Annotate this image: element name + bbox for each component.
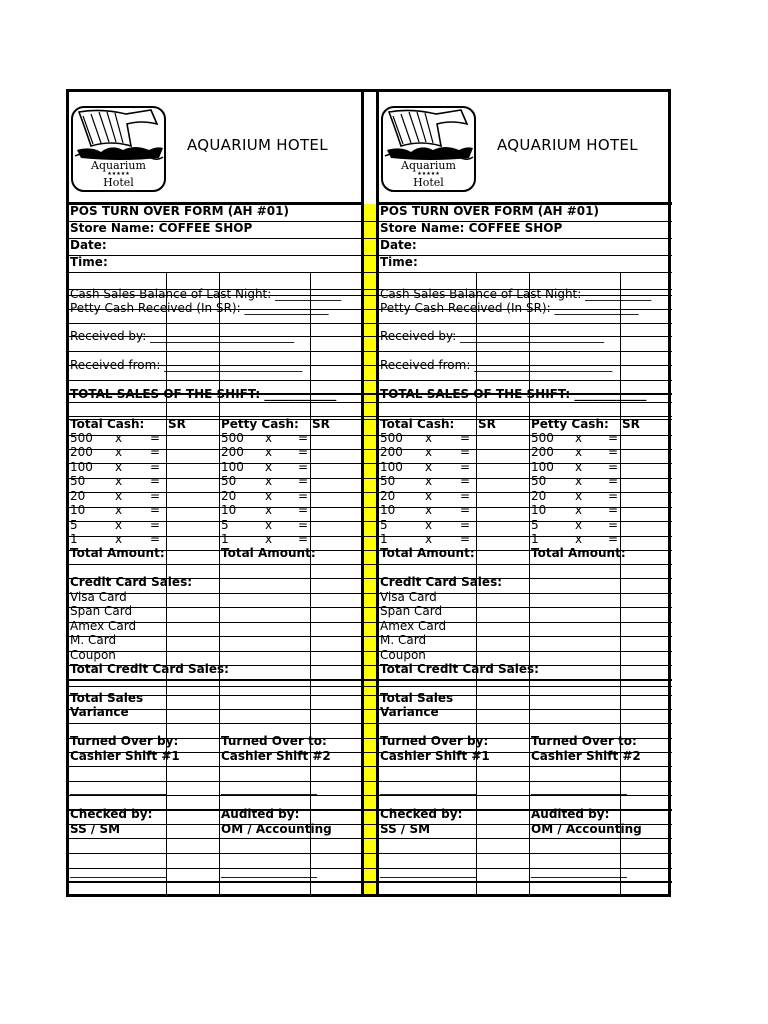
x-label: x <box>425 532 433 546</box>
gutter-row-border <box>364 380 376 381</box>
petty-cash-received-label: Petty Cash Received (In SR): ______________ <box>70 301 329 315</box>
x-label: x <box>575 445 583 459</box>
eq-label: = <box>298 489 309 503</box>
denom-denominations-label: 50 <box>221 474 237 488</box>
row-border <box>69 323 362 324</box>
card-cards-label: Amex Card <box>380 619 447 633</box>
row-border <box>379 521 672 522</box>
x-label: x <box>115 460 123 474</box>
denom-denominations-label: 50 <box>380 474 396 488</box>
total-sales-shift-label: TOTAL SALES OF THE SHIFT: ____________ <box>380 387 647 401</box>
denom-denominations-label: 200 <box>380 445 403 459</box>
card-cards-label: M. Card <box>380 633 427 647</box>
eq-label: = <box>460 431 471 445</box>
row-border <box>69 679 362 681</box>
denom-denominations-label: 200 <box>221 445 244 459</box>
x-label: x <box>425 489 433 503</box>
turned-over-by-label: Turned Over by: <box>70 734 179 748</box>
sr-label: SR <box>312 417 330 431</box>
logo-text-hotel: Hotel <box>103 176 134 189</box>
denom-denominations-label: 20 <box>380 489 396 503</box>
cashier-shift-2-label: Cashier Shift #2 <box>221 749 331 763</box>
sr-label: SR <box>478 417 496 431</box>
eq-label: = <box>608 445 619 459</box>
row-border <box>379 463 672 464</box>
signature-line-label: ________________ <box>380 864 476 878</box>
row-border <box>379 255 672 256</box>
gutter-row-border <box>364 521 376 522</box>
column-border <box>310 272 311 894</box>
petty-cash-received-label: Petty Cash Received (In SR): ______________ <box>380 301 639 315</box>
eq-label: = <box>298 460 309 474</box>
gutter-row-border <box>364 351 376 352</box>
logo-text-hotel: Hotel <box>413 176 444 189</box>
gutter-row-border <box>364 679 376 681</box>
gutter-row-border <box>364 578 376 579</box>
x-label: x <box>115 474 123 488</box>
x-label: x <box>425 503 433 517</box>
x-label: x <box>265 489 273 503</box>
right-form-copy <box>379 92 672 894</box>
row-border <box>69 492 362 493</box>
gutter-row-border <box>364 309 376 310</box>
denom-denominations-label: 50 <box>531 474 547 488</box>
cashier-shift-2-label: Cashier Shift #2 <box>531 749 641 763</box>
denom-denominations-label: 10 <box>531 503 547 517</box>
x-label: x <box>575 431 583 445</box>
gutter-row-border <box>364 492 376 493</box>
gutter-row-border <box>364 416 376 417</box>
date-label: Date: <box>70 238 107 252</box>
sr-label: SR <box>168 417 186 431</box>
eq-label: = <box>150 518 161 532</box>
x-label: x <box>115 518 123 532</box>
eq-label: = <box>608 532 619 546</box>
gutter-row-border <box>364 402 376 403</box>
eq-label: = <box>460 445 471 459</box>
eq-label: = <box>460 532 471 546</box>
om-accounting-label: OM / Accounting <box>531 822 642 836</box>
row-border <box>379 838 672 839</box>
denom-denominations-label: 20 <box>70 489 86 503</box>
gutter-row-border <box>364 507 376 508</box>
eq-label: = <box>150 431 161 445</box>
eq-label: = <box>298 474 309 488</box>
eq-label: = <box>298 445 309 459</box>
row-border <box>379 272 672 273</box>
denom-denominations-label: 1 <box>221 532 229 546</box>
audited-by-label: Audited by: <box>221 807 300 821</box>
petty-cash-label: Petty Cash: <box>531 417 609 431</box>
form-header <box>379 92 672 204</box>
row-border <box>379 536 672 537</box>
x-label: x <box>425 431 433 445</box>
gutter-row-border <box>364 686 376 687</box>
card-cards-label: Span Card <box>70 604 133 618</box>
gutter-row-border <box>364 564 376 565</box>
row-border <box>379 449 672 450</box>
x-label: x <box>575 460 583 474</box>
date-label: Date: <box>380 238 417 252</box>
logo-text-aquarium: Aquarium <box>91 159 146 172</box>
x-label: x <box>425 518 433 532</box>
x-label: x <box>265 474 273 488</box>
denom-denominations-label: 10 <box>70 503 86 517</box>
row-border <box>69 881 362 883</box>
gutter-row-border <box>364 766 376 767</box>
row-border <box>69 838 362 839</box>
x-label: x <box>265 445 273 459</box>
total-sales-label: Total Sales <box>380 691 454 705</box>
gutter-row-border <box>364 449 376 450</box>
eq-label: = <box>150 460 161 474</box>
x-label: x <box>115 503 123 517</box>
row-border <box>69 686 362 687</box>
eq-label: = <box>608 460 619 474</box>
gutter-row-border <box>364 336 376 337</box>
row-border <box>69 463 362 464</box>
eq-label: = <box>608 489 619 503</box>
denom-denominations-label: 5 <box>380 518 388 532</box>
row-border <box>69 380 362 381</box>
signature-line-label: ________________ <box>221 864 317 878</box>
time-label: Time: <box>70 255 108 269</box>
gutter-row-border <box>364 723 376 724</box>
gutter-row-border <box>364 622 376 623</box>
variance-label: Variance <box>70 705 129 719</box>
x-label: x <box>575 518 583 532</box>
gutter-row-border <box>364 272 376 273</box>
row-border <box>379 507 672 508</box>
card-cards-label: Visa Card <box>380 590 437 604</box>
denom-denominations-label: 5 <box>531 518 539 532</box>
cashier-shift-1-label: Cashier Shift #1 <box>70 749 180 763</box>
title-label: POS TURN OVER FORM (AH #01) <box>380 204 599 218</box>
eq-label: = <box>460 503 471 517</box>
hotel-title: AQUARIUM HOTEL <box>187 136 328 154</box>
x-label: x <box>115 431 123 445</box>
card-cards-label: Coupon <box>380 648 426 662</box>
gutter-row-border <box>364 709 376 710</box>
row-border <box>69 449 362 450</box>
total-credit-card-sales-label: Total Credit Card Sales: <box>70 662 229 676</box>
total-amount-label: Total Amount: <box>531 546 626 560</box>
logo-stars: ★★★★★ <box>107 171 130 177</box>
row-border <box>69 478 362 479</box>
gutter-row-border <box>364 607 376 608</box>
signature-line-label: ________________ <box>70 781 166 795</box>
audited-by-label: Audited by: <box>531 807 610 821</box>
x-label: x <box>575 503 583 517</box>
turned-over-by-label: Turned Over by: <box>380 734 489 748</box>
gutter-row-border <box>364 695 376 696</box>
x-label: x <box>265 460 273 474</box>
denom-denominations-label: 500 <box>221 431 244 445</box>
turnover-form-sheet <box>66 89 671 897</box>
denom-denominations-label: 500 <box>70 431 93 445</box>
row-border <box>379 564 672 565</box>
logo-stars: ★★★★★ <box>417 171 440 177</box>
signature-line-label: ________________ <box>221 781 317 795</box>
eq-label: = <box>298 532 309 546</box>
hotel-logo <box>381 106 476 192</box>
total-cash-label: Total Cash: <box>380 417 455 431</box>
card-cards-label: Span Card <box>380 604 443 618</box>
signature-line-label: ________________ <box>531 781 627 795</box>
denom-denominations-label: 10 <box>221 503 237 517</box>
total-credit-card-sales-label: Total Credit Card Sales: <box>380 662 539 676</box>
eq-label: = <box>150 489 161 503</box>
logo-text-aquarium: Aquarium <box>401 159 456 172</box>
x-label: x <box>575 474 583 488</box>
eq-label: = <box>298 431 309 445</box>
left-form-copy <box>69 92 362 894</box>
row-border <box>69 766 362 767</box>
x-label: x <box>575 532 583 546</box>
eq-label: = <box>150 474 161 488</box>
store-label: Store Name: COFFEE SHOP <box>380 221 563 235</box>
denom-denominations-label: 100 <box>221 460 244 474</box>
eq-label: = <box>150 503 161 517</box>
gutter-row-border <box>364 868 376 869</box>
denom-denominations-label: 200 <box>70 445 93 459</box>
denom-denominations-label: 1 <box>531 532 539 546</box>
signature-line-label: ________________ <box>70 864 166 878</box>
gutter-row-border <box>364 838 376 839</box>
gutter-row-border <box>364 419 376 420</box>
store-label: Store Name: COFFEE SHOP <box>70 221 253 235</box>
gutter-row-border <box>364 738 376 739</box>
received-from-label: Received from: _______________________ <box>380 358 613 372</box>
checked-by-label: Checked by: <box>380 807 463 821</box>
x-label: x <box>265 532 273 546</box>
total-amount-label: Total Amount: <box>380 546 475 560</box>
variance-label: Variance <box>380 705 439 719</box>
row-border <box>379 686 672 687</box>
cash-sales-balance-label: Cash Sales Balance of Last Night: ___________ <box>70 287 342 301</box>
gutter-row-border <box>364 636 376 637</box>
eq-label: = <box>460 489 471 503</box>
row-border <box>379 679 672 681</box>
petty-cash-label: Petty Cash: <box>221 417 299 431</box>
hotel-title: AQUARIUM HOTEL <box>497 136 638 154</box>
gutter-row-border <box>364 809 376 811</box>
gutter-row-border <box>364 289 376 290</box>
x-label: x <box>115 489 123 503</box>
x-label: x <box>425 474 433 488</box>
x-label: x <box>425 460 433 474</box>
denom-denominations-label: 20 <box>531 489 547 503</box>
card-cards-label: Coupon <box>70 648 116 662</box>
denom-denominations-label: 1 <box>70 532 78 546</box>
row-border <box>69 238 362 239</box>
x-label: x <box>115 445 123 459</box>
total-sales-shift-label: TOTAL SALES OF THE SHIFT: ____________ <box>70 387 337 401</box>
turned-over-to-label: Turned Over to: <box>531 734 637 748</box>
total-amount-label: Total Amount: <box>221 546 316 560</box>
column-border <box>620 272 621 894</box>
eq-label: = <box>460 474 471 488</box>
row-border <box>379 795 672 796</box>
gutter-row-border <box>364 593 376 594</box>
row-border <box>69 402 362 403</box>
received-by-label: Received by: ________________________ <box>380 329 605 343</box>
gutter-row-border <box>364 752 376 753</box>
row-border <box>69 795 362 796</box>
column-gutter <box>361 92 379 894</box>
yellow-separator-fill <box>364 204 376 894</box>
row-border <box>69 521 362 522</box>
x-label: x <box>575 489 583 503</box>
denom-denominations-label: 20 <box>221 489 237 503</box>
row-border <box>379 853 672 854</box>
row-border <box>379 402 672 403</box>
x-label: x <box>425 445 433 459</box>
credit-card-sales-label: Credit Card Sales: <box>70 575 193 589</box>
row-border <box>69 536 362 537</box>
row-border <box>379 351 672 352</box>
gutter-row-border <box>364 478 376 479</box>
gutter-row-border <box>364 665 376 666</box>
gutter-row-border <box>364 393 376 395</box>
row-border <box>69 351 362 352</box>
ss-sm-label: SS / SM <box>70 822 121 836</box>
card-cards-label: Visa Card <box>70 590 127 604</box>
x-label: x <box>265 503 273 517</box>
eq-label: = <box>460 460 471 474</box>
denom-denominations-label: 1 <box>380 532 388 546</box>
gutter-row-border <box>364 853 376 854</box>
denom-denominations-label: 5 <box>70 518 78 532</box>
eq-label: = <box>298 518 309 532</box>
gutter-row-border <box>364 536 376 537</box>
row-border <box>379 723 672 724</box>
cash-sales-balance-label: Cash Sales Balance of Last Night: ___________ <box>380 287 652 301</box>
row-border <box>379 478 672 479</box>
row-border <box>69 507 362 508</box>
gutter-row-border <box>364 255 376 256</box>
eq-label: = <box>608 474 619 488</box>
eq-label: = <box>608 518 619 532</box>
row-border <box>379 238 672 239</box>
x-label: x <box>265 431 273 445</box>
gutter-row-border <box>364 795 376 796</box>
turned-over-to-label: Turned Over to: <box>221 734 327 748</box>
denom-denominations-label: 200 <box>531 445 554 459</box>
gutter-row-border <box>364 221 376 222</box>
gutter-row-border <box>364 550 376 551</box>
gutter-row-border <box>364 295 376 296</box>
row-border <box>379 435 672 436</box>
row-border <box>69 853 362 854</box>
row-border <box>379 766 672 767</box>
signature-line-label: ________________ <box>380 781 476 795</box>
form-header <box>69 92 362 204</box>
gutter-row-border <box>364 463 376 464</box>
gutter-row-border <box>364 824 376 825</box>
denom-denominations-label: 500 <box>380 431 403 445</box>
row-border <box>69 255 362 256</box>
credit-card-sales-label: Credit Card Sales: <box>380 575 503 589</box>
x-label: x <box>265 518 273 532</box>
denom-denominations-label: 10 <box>380 503 396 517</box>
row-border <box>379 323 672 324</box>
eq-label: = <box>460 518 471 532</box>
received-from-label: Received from: _______________________ <box>70 358 303 372</box>
sr-label: SR <box>622 417 640 431</box>
gutter-row-border <box>364 435 376 436</box>
total-cash-label: Total Cash: <box>70 417 145 431</box>
cashier-shift-1-label: Cashier Shift #1 <box>380 749 490 763</box>
total-amount-label: Total Amount: <box>70 546 165 560</box>
denom-denominations-label: 100 <box>531 460 554 474</box>
total-sales-label: Total Sales <box>70 691 144 705</box>
ss-sm-label: SS / SM <box>380 822 431 836</box>
gutter-row-border <box>364 365 376 366</box>
eq-label: = <box>150 532 161 546</box>
row-border <box>379 380 672 381</box>
row-border <box>379 492 672 493</box>
time-label: Time: <box>380 255 418 269</box>
hotel-logo <box>71 106 166 192</box>
gutter-row-border <box>364 238 376 239</box>
card-cards-label: M. Card <box>70 633 117 647</box>
gutter-row-border <box>364 651 376 652</box>
denom-denominations-label: 500 <box>531 431 554 445</box>
gutter-row-border <box>364 781 376 782</box>
denom-denominations-label: 100 <box>70 460 93 474</box>
row-border <box>69 723 362 724</box>
denom-denominations-label: 100 <box>380 460 403 474</box>
eq-label: = <box>608 431 619 445</box>
eq-label: = <box>150 445 161 459</box>
checked-by-label: Checked by: <box>70 807 153 821</box>
row-border <box>379 881 672 883</box>
received-by-label: Received by: ________________________ <box>70 329 295 343</box>
x-label: x <box>115 532 123 546</box>
row-border <box>69 435 362 436</box>
gutter-row-border <box>364 881 376 883</box>
om-accounting-label: OM / Accounting <box>221 822 332 836</box>
card-cards-label: Amex Card <box>70 619 137 633</box>
signature-line-label: ________________ <box>531 864 627 878</box>
row-border <box>69 272 362 273</box>
row-border <box>69 564 362 565</box>
denom-denominations-label: 5 <box>221 518 229 532</box>
eq-label: = <box>298 503 309 517</box>
title-label: POS TURN OVER FORM (AH #01) <box>70 204 289 218</box>
eq-label: = <box>608 503 619 517</box>
gutter-row-border <box>364 323 376 324</box>
denom-denominations-label: 50 <box>70 474 86 488</box>
